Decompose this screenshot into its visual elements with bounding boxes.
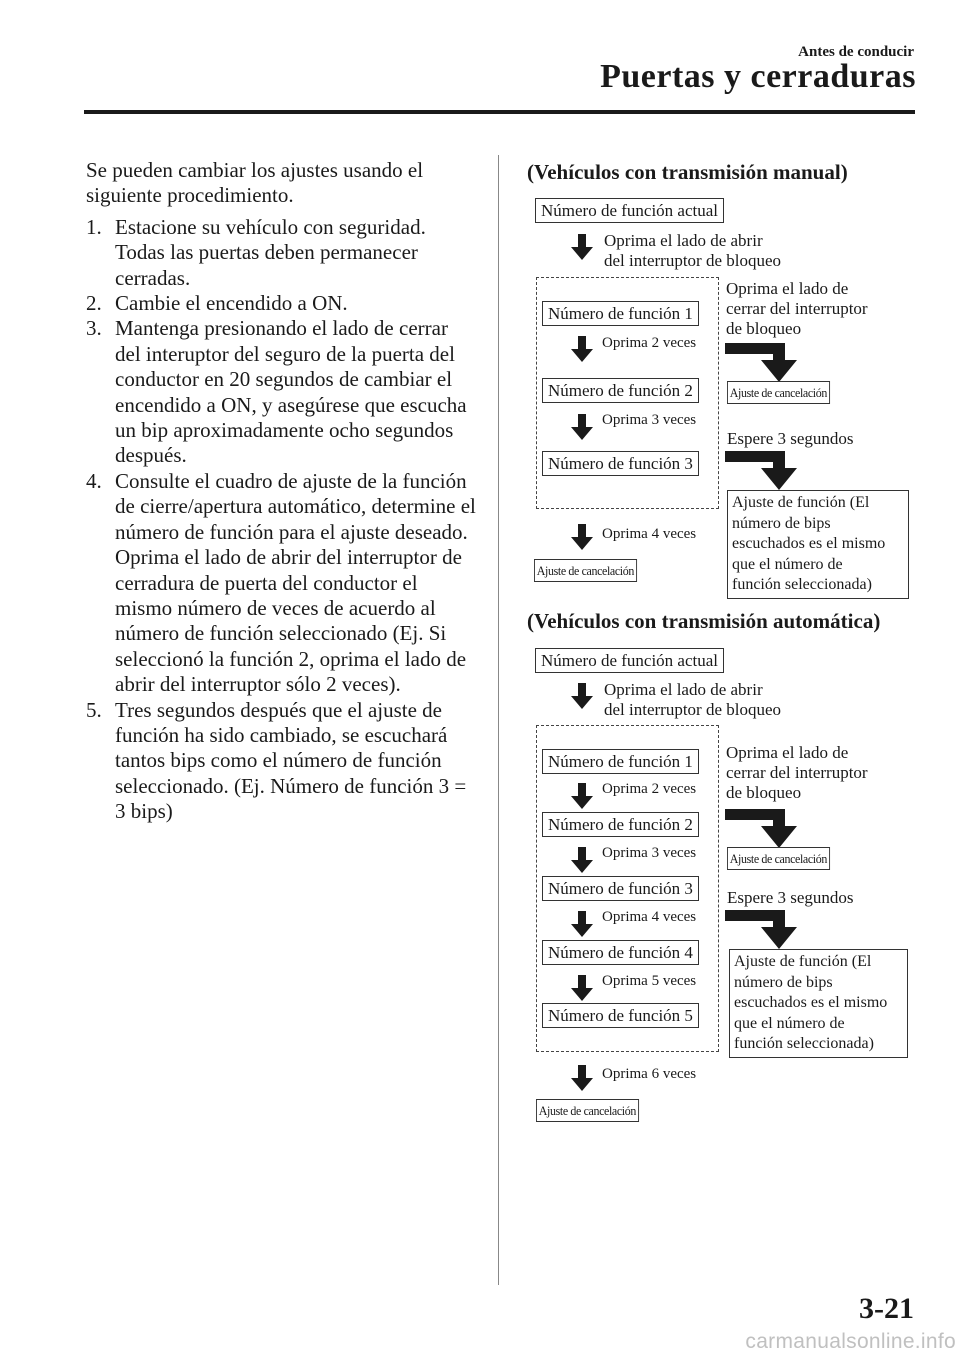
step-item bbox=[86, 469, 476, 698]
manual-open-label: Oprima el lado de abrir del interruptor de bloqueo bbox=[604, 231, 782, 270]
down-arrow-icon bbox=[571, 336, 593, 362]
automatic-cancel-setting-right: Ajuste de cancelación bbox=[727, 847, 830, 870]
manual-current-function-box: Número de función actual bbox=[535, 198, 724, 223]
header-rule bbox=[84, 110, 915, 114]
intro-paragraph: Se pueden cambiar los ajustes usando el siguiente procedimiento. bbox=[86, 158, 424, 208]
steps-list bbox=[86, 215, 476, 825]
bent-arrow-icon bbox=[725, 448, 797, 490]
automatic-function-1: Número de función 1 bbox=[542, 749, 699, 774]
down-arrow-icon bbox=[571, 1065, 593, 1091]
manual-cancel-setting-right: Ajuste de cancelación bbox=[727, 381, 830, 404]
down-arrow-icon bbox=[571, 524, 593, 550]
manual-cancel-setting: Ajuste de cancelación bbox=[534, 559, 637, 582]
step-text: Tres segundos después que el ajuste de función ha sido cambiado, se escuchará tantos bips como el número de función seleccionado. (Ej. Número de función 3 = 3 bips) bbox=[115, 697, 467, 824]
automatic-open-label: Oprima el lado de abrir del interruptor de bloqueo bbox=[604, 680, 782, 719]
automatic-diagram-heading: (Vehículos con transmisión automática) bbox=[527, 609, 881, 633]
step-text: Consulte el cuadro de ajuste de la función de cierre/apertura automático, determine el número de función para el ajuste deseado. Oprima el lado de abrir del interruptor de cerradura de puerta del conductor el mismo número de veces de acuerdo al número de función seleccionado (Ej. Si seleccionó la función 2, oprima el lado de abrir del interruptor sólo 2 veces). bbox=[115, 468, 476, 697]
automatic-current-function-box: Número de función actual bbox=[535, 648, 724, 673]
automatic-function-setting-box: Ajuste de función (El número de bips escuchados es el mismo que el número de función seleccionada) bbox=[729, 949, 908, 1058]
automatic-wait-label: Espere 3 segundos bbox=[727, 888, 854, 907]
automatic-press-label: Oprima 2 veces bbox=[602, 781, 697, 797]
step-item bbox=[86, 316, 476, 468]
page-title: Puertas y cerraduras bbox=[600, 58, 916, 95]
down-arrow-icon bbox=[571, 911, 593, 937]
manual-diagram-heading: (Vehículos con transmisión manual) bbox=[527, 160, 848, 184]
automatic-function-5: Número de función 5 bbox=[542, 1003, 699, 1028]
automatic-close-label: Oprima el lado de cerrar del interruptor de bloqueo bbox=[726, 743, 868, 802]
down-arrow-icon bbox=[571, 414, 593, 440]
bent-arrow-icon bbox=[725, 806, 797, 848]
automatic-press-label: Oprima 3 veces bbox=[602, 845, 697, 861]
step-number: 5. bbox=[86, 697, 102, 722]
manual-press-label: Oprima 3 veces bbox=[602, 412, 697, 428]
step-text: Mantenga presionando el lado de cerrar del interuptor del seguro de la puerta del conductor en 20 segundos de cambiar el encendido a ON, y asegúrese que escucha un bip aproximadamente ocho segundos después. bbox=[115, 316, 467, 468]
automatic-function-3: Número de función 3 bbox=[542, 876, 699, 901]
manual-wait-label: Espere 3 segundos bbox=[727, 429, 854, 448]
step-number: 1. bbox=[86, 214, 102, 239]
bent-arrow-icon bbox=[725, 340, 797, 382]
page-number: 3-21 bbox=[859, 1292, 914, 1325]
manual-final-press-label: Oprima 4 veces bbox=[602, 526, 697, 542]
down-arrow-icon bbox=[571, 783, 593, 809]
down-arrow-icon bbox=[571, 234, 593, 260]
automatic-press-label: Oprima 4 veces bbox=[602, 909, 697, 925]
bent-arrow-icon bbox=[725, 907, 797, 949]
step-item bbox=[86, 698, 476, 825]
section-label: Antes de conducir bbox=[798, 44, 914, 60]
manual-function-setting-box: Ajuste de función (El número de bips escuchados es el mismo que el número de función seleccionada) bbox=[727, 490, 909, 599]
procedure-text bbox=[86, 158, 476, 825]
manual-function-2: Número de función 2 bbox=[542, 378, 699, 403]
step-number: 2. bbox=[86, 291, 102, 316]
step-number: 4. bbox=[86, 468, 102, 493]
manual-function-3: Número de función 3 bbox=[542, 451, 699, 476]
step-text: Estacione su vehículo con seguridad. Todas las puertas deben permanecer cerradas. bbox=[115, 214, 426, 290]
step-text: Cambie el encendido a ON. bbox=[115, 291, 348, 316]
down-arrow-icon bbox=[571, 683, 593, 709]
down-arrow-icon bbox=[571, 975, 593, 1001]
automatic-cancel-setting: Ajuste de cancelación bbox=[536, 1099, 639, 1122]
manual-function-1: Número de función 1 bbox=[542, 301, 699, 326]
manual-press-label: Oprima 2 veces bbox=[602, 335, 697, 351]
down-arrow-icon bbox=[571, 847, 593, 873]
step-item bbox=[86, 215, 476, 291]
step-item bbox=[86, 291, 476, 316]
automatic-press-label: Oprima 5 veces bbox=[602, 973, 697, 989]
step-number: 3. bbox=[86, 316, 102, 341]
manual-close-label: Oprima el lado de cerrar del interruptor de bloqueo bbox=[726, 279, 868, 338]
watermark: carmanualsonline.info bbox=[745, 1330, 956, 1353]
automatic-function-4: Número de función 4 bbox=[542, 940, 699, 965]
automatic-function-2: Número de función 2 bbox=[542, 812, 699, 837]
column-divider bbox=[498, 155, 499, 1285]
automatic-final-press-label: Oprima 6 veces bbox=[602, 1066, 697, 1082]
